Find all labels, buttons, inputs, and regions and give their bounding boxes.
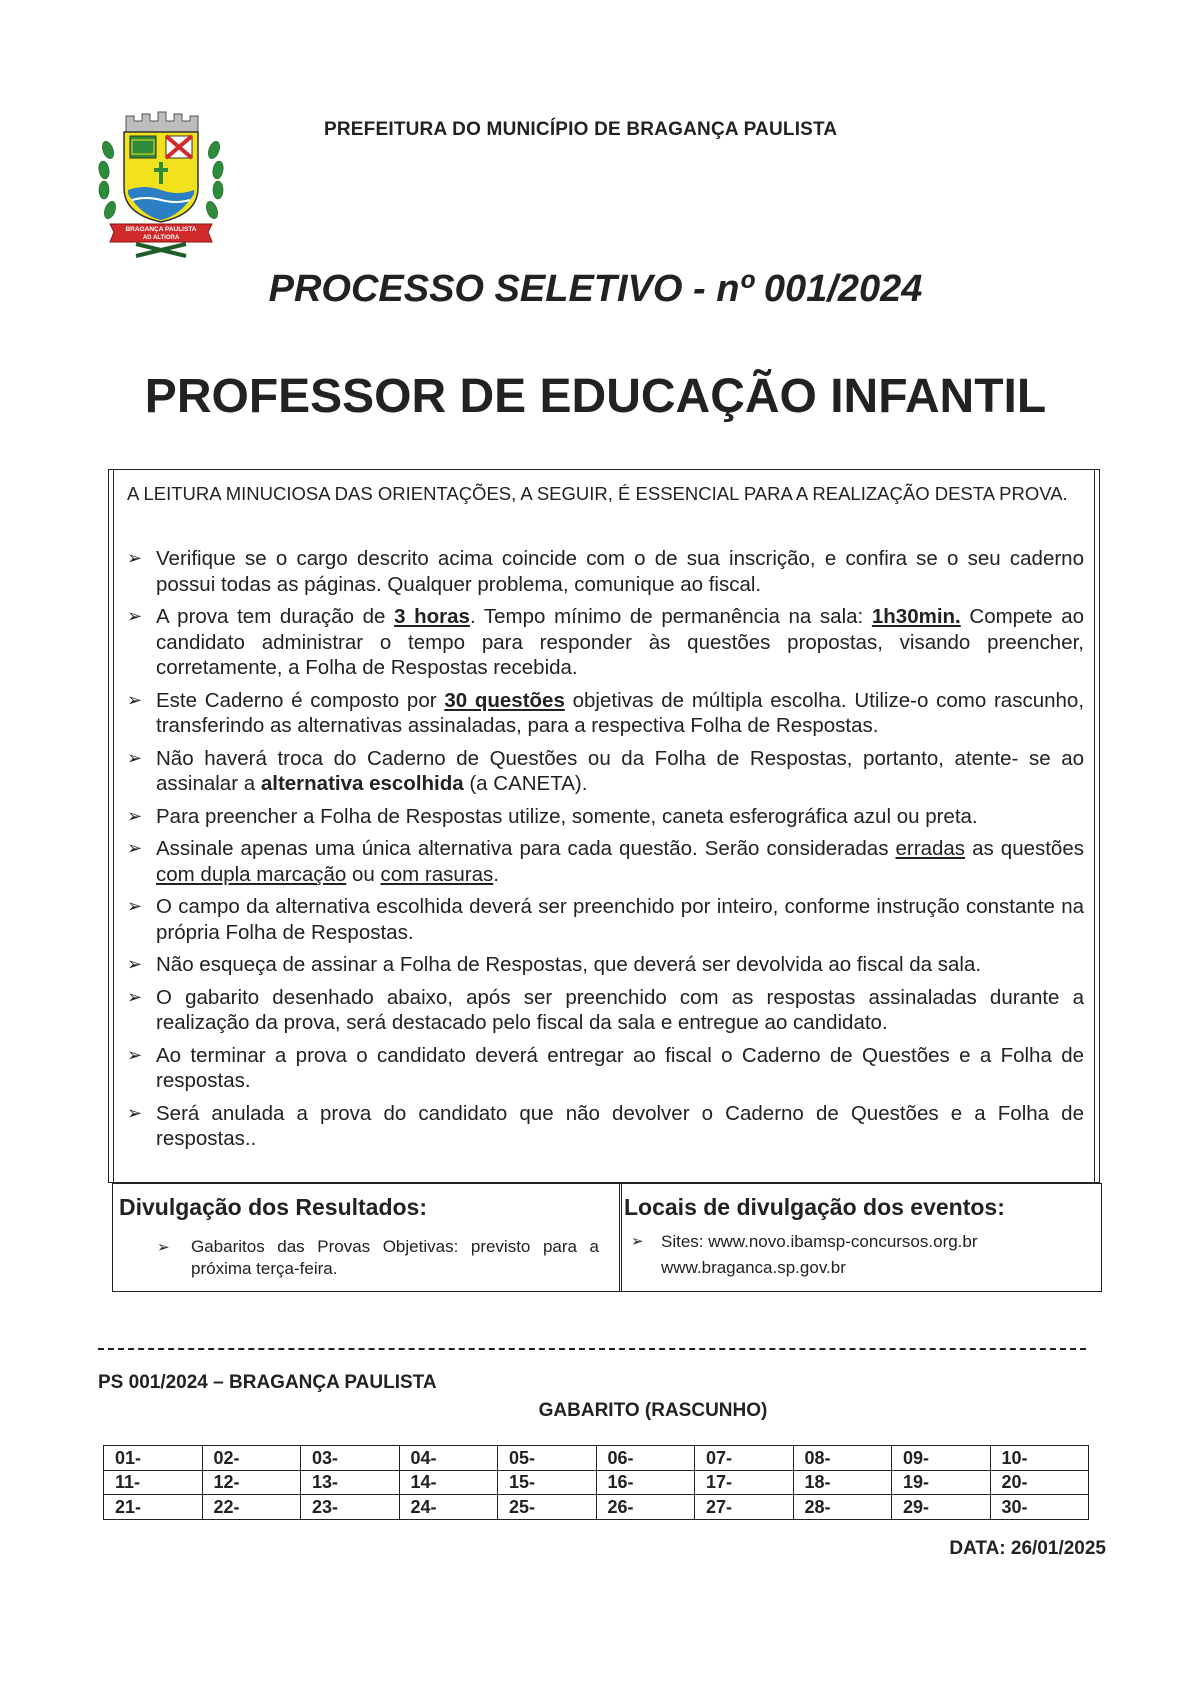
answer-grid <box>103 1445 1089 1520</box>
crest-motto-line-2: AD ALTIORA <box>142 235 180 241</box>
instruction-text: Para preencher a Folha de Respostas utilize, somente, caneta esferográfica azul ou preta. <box>156 804 978 828</box>
instruction-item <box>127 1101 1084 1152</box>
position-title: PROFESSOR DE EDUCAÇÃO INFANTIL <box>144 370 1047 423</box>
answer-cell[interactable]: 14- <box>399 1470 498 1495</box>
instruction-item <box>127 804 1084 830</box>
instruction-item <box>127 546 1084 597</box>
arrow-bullet-icon: ➢ <box>127 986 143 1007</box>
site-line-1: Sites: www.novo.ibamsp-concursos.org.br <box>661 1232 978 1251</box>
instruction-text: objetivas de múltipla escolha. Utilize-o como rascunho, transferindo as alternativas assinaladas, para a respectiva Folha de Respostas. <box>156 688 1085 737</box>
answer-cell[interactable]: 06- <box>596 1446 695 1471</box>
instruction-text: O gabarito desenhado abaixo, após ser preenchido com as respostas assinaladas durante a realização da prova, será destacado pelo fiscal da sala e entregue ao candidato. <box>156 985 1084 1034</box>
answer-row <box>104 1470 1089 1495</box>
answer-cell[interactable]: 16- <box>596 1470 695 1495</box>
instruction-item <box>127 1043 1084 1094</box>
instruction-text: Este Caderno é composto por <box>156 688 445 712</box>
arrow-bullet-icon: ➢ <box>127 1102 143 1123</box>
erasure-highlight: com rasuras <box>380 862 494 886</box>
duration-highlight: 3 horas <box>394 605 470 628</box>
question-count-highlight: 30 questões <box>444 688 565 712</box>
answer-cell[interactable]: 22- <box>202 1495 301 1520</box>
wrong-highlight: erradas <box>895 837 966 860</box>
arrow-bullet-icon: ➢ <box>127 838 143 858</box>
cut-line <box>98 1348 1086 1350</box>
arrow-bullet-icon: ➢ <box>127 747 143 768</box>
results-schedule-text: Gabaritos das Provas Objetivas: previsto para a próxima terça-feira. <box>191 1237 599 1278</box>
instruction-item <box>127 894 1084 945</box>
instruction-item <box>127 985 1084 1036</box>
answer-cell[interactable]: 23- <box>301 1495 400 1520</box>
crest-motto-line-1: BRAGANÇA PAULISTA <box>125 226 197 233</box>
arrow-bullet-icon: ➢ <box>127 689 143 710</box>
answer-cell[interactable]: 01- <box>104 1446 203 1471</box>
answer-cell[interactable]: 10- <box>990 1446 1089 1471</box>
instruction-text: A prova tem duração de <box>156 605 395 628</box>
exam-date: DATA: 26/01/2025 <box>949 1538 1106 1559</box>
instruction-text: Assinale apenas uma única alternativa para cada questão. Serão consideradas <box>156 837 896 860</box>
min-time-highlight: 1h30min. <box>871 605 961 628</box>
answer-cell[interactable]: 02- <box>202 1446 301 1471</box>
answer-cell[interactable]: 12- <box>202 1470 301 1495</box>
results-column <box>113 1184 619 1291</box>
instructions-box <box>108 469 1100 1183</box>
answer-cell[interactable]: 26- <box>596 1495 695 1520</box>
answer-cell[interactable]: 28- <box>793 1495 892 1520</box>
instruction-text: Não haverá troca do Caderno de Questões ou da Folha de Respostas, portanto, atente- se ao assinalar a <box>156 746 1084 795</box>
answer-cell[interactable]: 19- <box>892 1470 991 1495</box>
arrow-bullet-icon: ➢ <box>127 548 143 568</box>
instruction-text: as questões <box>965 837 1084 860</box>
publication-sites <box>661 1229 1081 1281</box>
instruction-text: (a CANETA). <box>463 772 588 795</box>
publication-column <box>619 1184 1101 1291</box>
answer-cell[interactable]: 07- <box>695 1446 794 1471</box>
answer-row <box>104 1495 1089 1520</box>
instruction-text: . <box>493 862 499 886</box>
instruction-text: ou <box>346 862 381 886</box>
instruction-item <box>127 604 1084 681</box>
site-line-2: www.braganca.sp.gov.br <box>661 1258 846 1277</box>
double-mark-highlight: com dupla marcação <box>156 862 347 886</box>
instruction-text: Ao terminar a prova o candidato deverá entregar ao fiscal o Caderno de Questões e a Folha de respostas. <box>156 1043 1084 1092</box>
answer-row <box>104 1446 1089 1471</box>
instruction-text: O campo da alternativa escolhida deverá ser preenchido por inteiro, conforme instrução constante na própria Folha de Respostas. <box>156 895 1084 944</box>
chosen-alternative-highlight: alternativa escolhida <box>260 772 464 795</box>
answer-cell[interactable]: 09- <box>892 1446 991 1471</box>
answer-cell[interactable]: 29- <box>892 1495 991 1520</box>
instruction-text: Será anulada a prova do candidato que não devolver o Caderno de Questões e a Folha de respostas.. <box>156 1101 1084 1150</box>
answer-cell[interactable]: 25- <box>498 1495 597 1520</box>
publication-heading: Locais de divulgação dos eventos: <box>624 1194 1005 1220</box>
answer-cell[interactable]: 24- <box>399 1495 498 1520</box>
answer-cell[interactable]: 18- <box>793 1470 892 1495</box>
results-heading: Divulgação dos Resultados: <box>119 1194 428 1220</box>
arrow-bullet-icon: ➢ <box>127 1044 143 1065</box>
answer-cell[interactable]: 17- <box>695 1470 794 1495</box>
instructions-list <box>127 546 1084 1159</box>
answer-cell[interactable]: 08- <box>793 1446 892 1471</box>
instruction-item <box>127 746 1084 797</box>
answer-cell[interactable]: 21- <box>104 1495 203 1520</box>
answer-cell[interactable]: 15- <box>498 1470 597 1495</box>
answer-cell[interactable]: 03- <box>301 1446 400 1471</box>
arrow-bullet-icon: ➢ <box>127 954 143 974</box>
instruction-text: Não esqueça de assinar a Folha de Respostas, que deverá ser devolvida ao fiscal da sala. <box>156 953 982 976</box>
municipal-crest-logo <box>96 110 226 258</box>
arrow-bullet-icon: ➢ <box>127 896 143 916</box>
answer-cell[interactable]: 30- <box>990 1495 1089 1520</box>
answer-cell[interactable]: 13- <box>301 1470 400 1495</box>
instruction-item <box>127 836 1084 887</box>
instruction-text: . Tempo mínimo de permanência na sala: <box>469 605 872 628</box>
answer-cell[interactable]: 20- <box>990 1470 1089 1495</box>
answer-cell[interactable]: 11- <box>104 1470 203 1495</box>
instruction-text: Verifique se o cargo descrito acima coincide com o de sua inscrição, e confira se o seu caderno possui todas as páginas. Qualquer problema, comunique ao fiscal. <box>156 547 1084 596</box>
answer-cell[interactable]: 27- <box>695 1495 794 1520</box>
municipality-name: PREFEITURA DO MUNICÍPIO DE BRAGANÇA PAULISTA <box>324 119 838 140</box>
instruction-text: Compete ao candidato administrar o tempo para responder às questões propostas, visando preencher, corretamente, a Folha de Respostas recebida. <box>156 605 1085 679</box>
arrow-bullet-icon: ➢ <box>157 1239 170 1256</box>
process-title: PROCESSO SELETIVO - nº 001/2024 <box>268 268 923 310</box>
answer-cell[interactable]: 04- <box>399 1446 498 1471</box>
instruction-item <box>127 952 1084 978</box>
arrow-bullet-icon: ➢ <box>127 805 143 826</box>
answer-cell[interactable]: 05- <box>498 1446 597 1471</box>
arrow-bullet-icon: ➢ <box>127 606 143 626</box>
instruction-item <box>127 688 1084 739</box>
arrow-bullet-icon: ➢ <box>631 1233 644 1250</box>
results-box <box>112 1183 1102 1292</box>
draft-title: GABARITO (RASCUNHO) <box>538 1400 768 1421</box>
draft-exam-code: PS 001/2024 – BRAGANÇA PAULISTA <box>98 1372 437 1393</box>
instructions-intro: A LEITURA MINUCIOSA DAS ORIENTAÇÕES, A SEGUIR, É ESSENCIAL PARA A REALIZAÇÃO DESTA PROVA. <box>127 483 1068 504</box>
